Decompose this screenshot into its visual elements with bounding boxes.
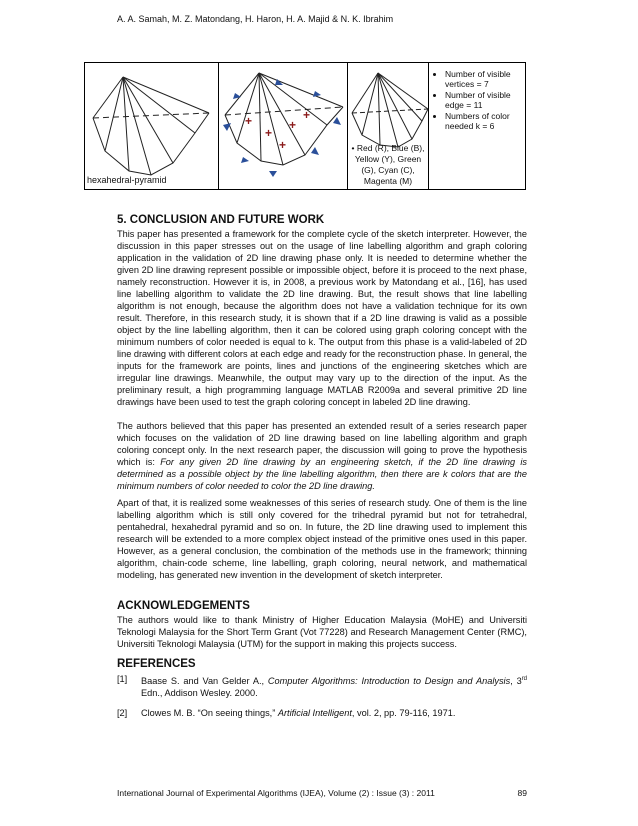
- footer-journal: International Journal of Experimental Algorithms (IJEA), Volume (2) : Issue (3) : 2011: [117, 788, 435, 798]
- reference-2-details: , vol. 2, pp. 79-116, 1971.: [351, 708, 456, 718]
- ack-heading: ACKNOWLEDGEMENTS: [117, 600, 250, 612]
- figure-table: [84, 62, 526, 190]
- page-number: 89: [517, 788, 527, 798]
- references-heading: REFERENCES: [117, 658, 196, 670]
- figure-cell-arrows: [219, 63, 348, 189]
- section5-heading: 5. CONCLUSION AND FUTURE WORK: [117, 214, 325, 226]
- section5-paragraph-1: [117, 228, 527, 408]
- reference-2-title: Artificial Intelligent: [277, 708, 352, 718]
- stat-vertices: • Number of visible vertices = 7: [445, 69, 526, 89]
- page-footer: [117, 788, 527, 798]
- reference-1-authors: Baase S. and Van Gelder A.,: [141, 676, 268, 687]
- section5-paragraph-3: [117, 497, 527, 581]
- svg-text:+: +: [279, 138, 287, 152]
- section5-p2-text: The authors believed that this paper has presented an extended result of a series research paper which focuses on the validation of 2D line drawing based on line labelling algorithm and graph coloring concept only. In the next research paper, the discussion will going to prove the hypothesis which is:: [117, 421, 527, 467]
- figure-cell-colors: [348, 63, 429, 189]
- running-header: A. A. Samah, M. Z. Matondang, H. Haron, H. A. Majid & N. K. Ibrahim: [117, 14, 394, 24]
- figure-stats-list: [429, 69, 526, 131]
- svg-text:+: +: [303, 108, 311, 122]
- svg-text:+: +: [265, 126, 273, 140]
- colors-caption-text: Red (R), Blue (B), Yellow (Y), Green (G), Cyan (C), Magenta (M): [354, 143, 425, 186]
- reference-1-number: [1]: [117, 674, 128, 684]
- hypothesis-text: For any given 2D line drawing by an engineering sketch, if the 2D line drawing is determined as a possible object by the line labelling algorithm, then there are k colors that are the minimum numbers of color needed to color the 2D line drawing.: [117, 457, 527, 491]
- ack-paragraph: [117, 614, 527, 650]
- stat-edges: • Number of visible edge = 11: [445, 90, 526, 110]
- colored-arrows-drawing: [219, 63, 348, 191]
- figure-cell-stats: [429, 63, 526, 189]
- section5-p1-text: This paper has presented a framework for the complete cycle of the sketch interpreter. However, the discussion in this paper stresses out on the usage of line labelling algorithm and graph coloring application in the validation of 2D line drawing phase only. It is needed to determine whether the given 2D line drawing represent possible or impossible object, before it is proceed to the next phase, namely reconstruction. However it is, in 2008, a previous work by Matondang et al., [16], has used line labelling algorithm to validate the 2D line drawing. But, the result shows that line labelling algorithm is not enough, because the algorithm does not have a validation technique for its own result. Therefore, in this research study, it is shown that if a 2D line drawing is valid as a possible object by the line labelling algorithm, then it can be colored using graph coloring concept with the minimum numbers of color needed is equal to k. The output from this phase is a valid-labeled of 2D line drawing with different colors at each edge and ready for the reconstruction phase. In general, the inputs for the framework are points, lines and junctions of the engineering sketches which are irregular line drawings. Meanwhile, the output may vary up to the direction of the input. As the preliminary result, a high programming language MATLAB R2009a and several primitive 2D line drawings have been used to test the graph coloring concept in labeled 2D line drawing.: [117, 229, 527, 407]
- ack-text: The authors would like to thank Ministry of Higher Education Malaysia (MoHE) and Universiti Teknologi Malaysia for the Short Term Grant (Vot 77228) and Research Management Center (RMC), Universiti Teknologi Malaysia (UTM) for the support in making this projects success.: [117, 615, 527, 649]
- reference-1-title: Computer Algorithms: Introduction to Design and Analysis: [267, 676, 511, 687]
- figure-caption-left: hexahedral-pyramid: [87, 175, 167, 185]
- section5-p3-text: Apart of that, it is realized some weaknesses of this series of research study. One of them is the line labelling algorithm which is still only covered for the trihedral pyramid but not for tetrahedral, pentahedral, hexahedral pyramid and so on. In future, the 2D line drawing used to implement this research will be extended to a more complex object instead of the primitive ones used in this paper. However, as a general conclusion, the combination of the methods use in the framework; thinning algorithm, chain-code scheme, line labelling, graph coloring, neural network, and mathematical modeling, has generated new invention in the development of sketch interpreter.: [117, 498, 527, 580]
- reference-2-authors: Clowes M. B. “On seeing things,”: [141, 708, 278, 718]
- reference-2: [117, 707, 527, 719]
- svg-text:+: +: [289, 118, 297, 132]
- reference-1-sup: rd: [521, 676, 528, 682]
- figure-colors-caption: • Red (R), Blue (B), Yellow (Y), Green (G), Cyan (C), Magenta (M): [351, 143, 425, 186]
- reference-1: [117, 673, 527, 699]
- hexahedral-pyramid-drawing: [85, 63, 219, 191]
- svg-text:+: +: [245, 114, 253, 128]
- reference-2-number: [2]: [117, 708, 128, 718]
- stat-colors: • Numbers of color needed k = 6: [445, 111, 526, 131]
- reference-1-publisher: Edn., Addison Wesley. 2000.: [141, 688, 258, 699]
- figure-cell-pyramid: [85, 63, 219, 189]
- section5-paragraph-2: [117, 420, 527, 492]
- reference-1-edition: , 3: [510, 676, 522, 687]
